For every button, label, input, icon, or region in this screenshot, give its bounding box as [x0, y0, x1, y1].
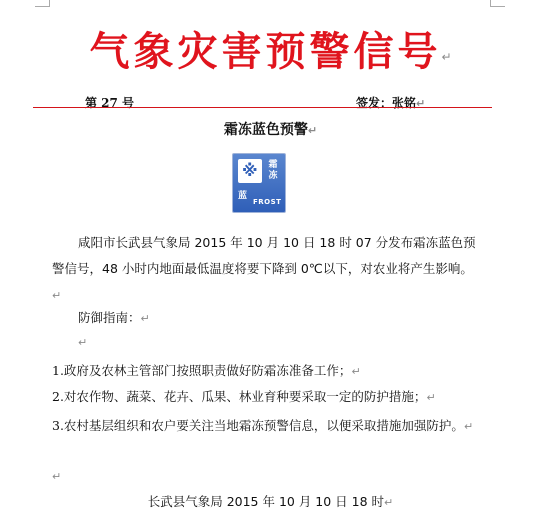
signal-level: 蓝 [238, 191, 248, 201]
signal-chars: 霜冻 [268, 160, 278, 181]
page-corner-mark-left [35, 0, 50, 7]
empty-paragraph-mark: ↵ [52, 470, 62, 483]
issue-number: 第 27 号 [85, 96, 135, 110]
guide-title: 防御指南：↵ [78, 310, 150, 325]
empty-paragraph-mark: ↵ [78, 336, 88, 349]
red-divider-line [33, 107, 492, 108]
signal-label-en: FROST [253, 198, 282, 206]
frost-symbol-icon: ※ [238, 159, 262, 183]
footer-signature: 长武县气象局 2015 年 10 月 10 日 18 时↵ [147, 494, 394, 509]
signer: 签发：张铭↵ [356, 96, 426, 110]
guide-item: 3.农村基层组织和农户要关注当地霜冻预警信息，以便采取措施加强防护。↵ [52, 418, 474, 433]
main-paragraph: 咸阳市长武县气象局 2015 年 10 月 10 日 18 时 07 分发布霜冻蓝色预警信号，48 小时内地面最低温度将要下降到 0℃以下，对农业将产生影响。↵ [52, 235, 476, 302]
document-title: 霜冻蓝色预警↵ [223, 122, 318, 138]
guide-item: 2.对农作物、蔬菜、花卉、瓜果、林业育种要采取一定的防护措施；↵ [52, 389, 436, 404]
frost-blue-warning-icon [232, 153, 286, 213]
page-corner-mark-right [490, 0, 505, 7]
guide-item: 1.政府及农林主管部门按照职责做好防霜冻准备工作；↵ [52, 363, 361, 378]
banner-title: 气象灾害预警信号↵ [89, 29, 452, 75]
